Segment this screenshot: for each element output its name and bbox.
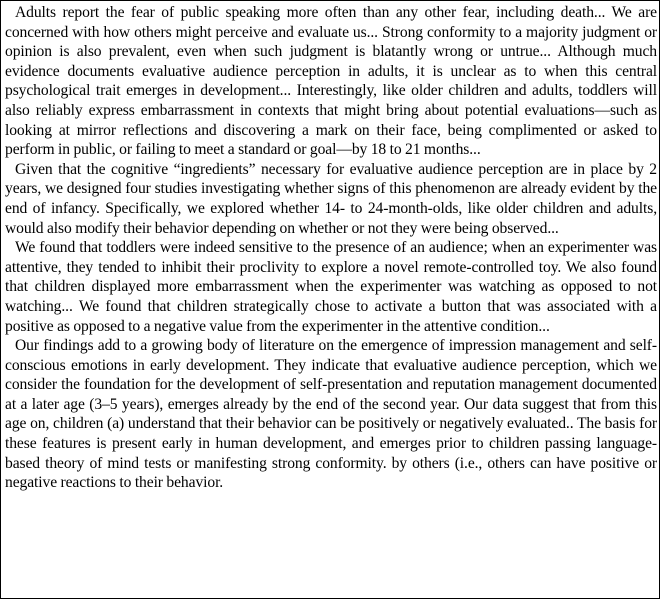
paragraph-4: Our findings add to a growing body of literature on the emergence of impression management and self-conscious emotions in early development. They indicate that evaluative audience perception, which we consider the foundation for the development of self-presentation and reputation management documented at a later age (3–5 years), emerges already by the end of the second year. Our data suggest that from this age on, children (a) understand that their behavior can be positively or negatively evaluated.. The basis for these features is present early in human development, and emerges prior to children passing language-based theory of mind tests or manifesting strong conformity. by others (i.e., others can have positive or negative reactions to their behavior. — [5, 337, 657, 492]
paragraph-2: Given that the cognitive “ingredients” necessary for evaluative audience perception are in place by 2 years, we designed four studies investigating whether signs of this phenomenon are already evident by the end of infancy. Specifically, we explored whether 14- to 24-month-olds, like older children and adults, would also modify their behavior depending on whether or not they were being observed... — [5, 160, 657, 237]
paragraph-1: Adults report the fear of public speaking more often than any other fear, including death... We are concerned with how others might perceive and evaluate us... Strong conformity to a majority judgment or opinion is also prevalent, even when such judgment is blatantly wrong or untrue... Although much evidence documents evaluative audience perception in adults, it is unclear as to when this central psychological trait emerges in development... Interestingly, like older children and adults, toddlers will also reliably express embarrassment in contexts that might bring about potential evaluations—such as looking at mirror reflections and discovering a mark on their face, being complimented or asked to perform in public, or failing to meet a standard or goal—by 18 to 21 months... — [5, 4, 657, 159]
paragraph-3: We found that toddlers were indeed sensitive to the presence of an audience; when an experimenter was attentive, they tended to inhibit their proclivity to explore a novel remote-controlled toy. We also found that children displayed more embarrassment when the experimenter was watching as opposed to not watching... We found that children strategically chose to activate a button that was associated with a positive as opposed to a negative value from the experimenter in the attentive condition... — [5, 239, 657, 335]
